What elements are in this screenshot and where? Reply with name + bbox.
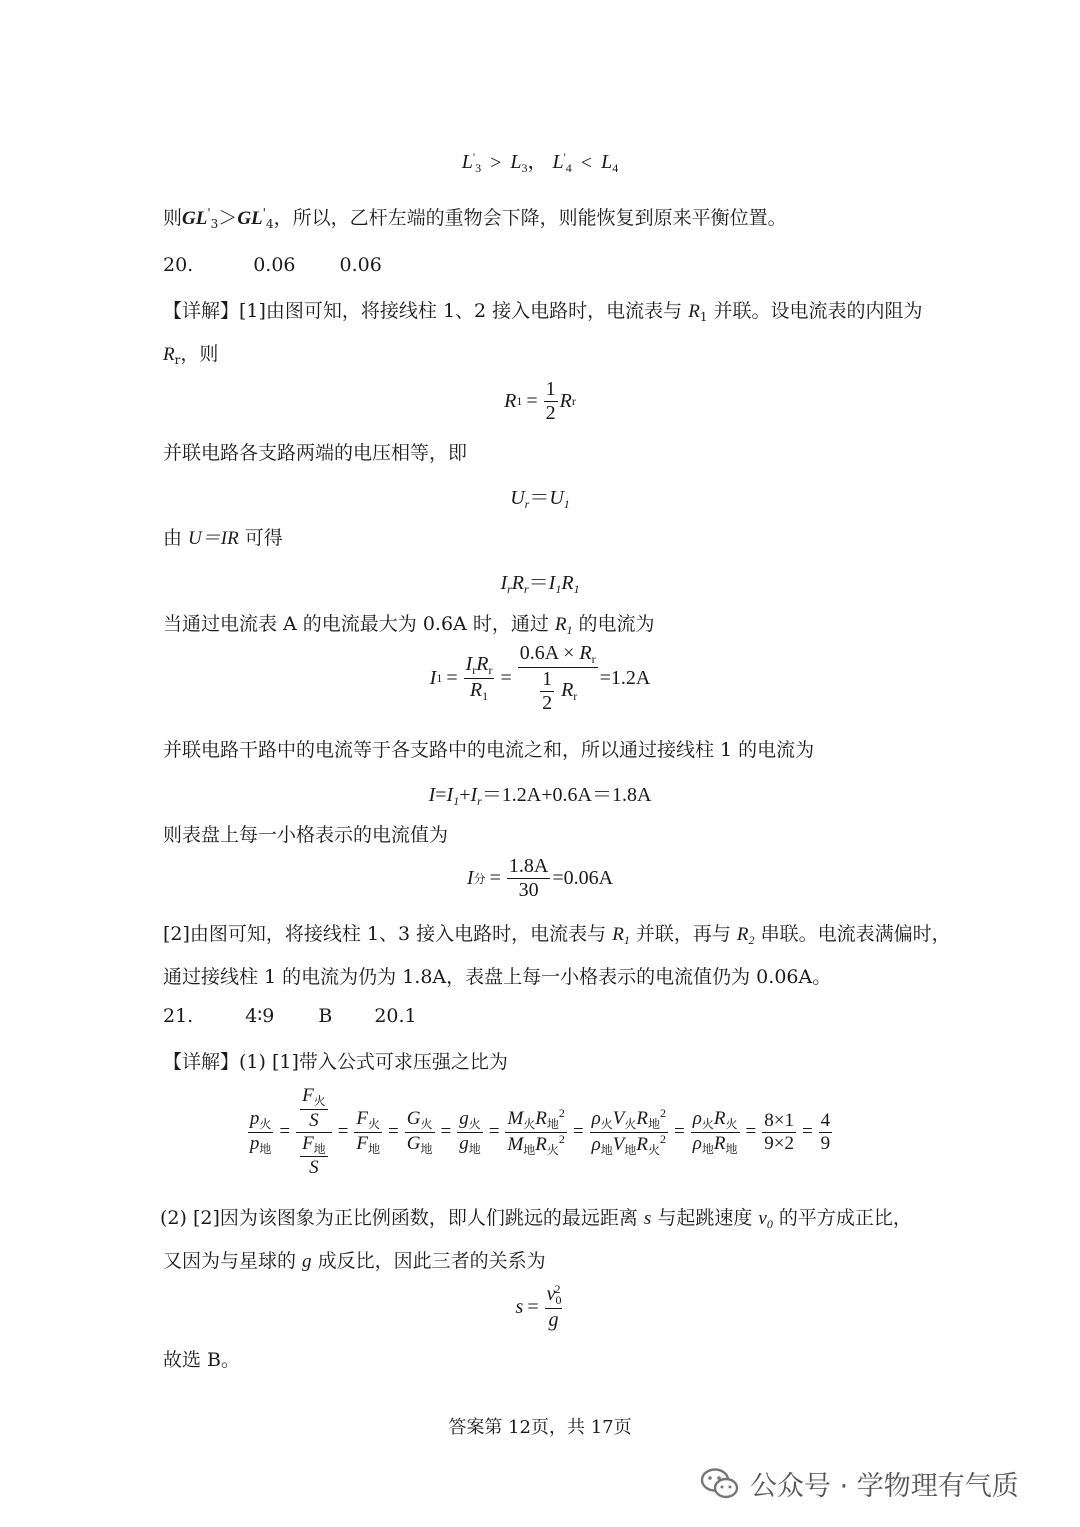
q20-part2-line2: 通过接线柱 1 的电流为仍为 1.8A，表盘上每一小格表示的电流值仍为 0.06A。 bbox=[163, 966, 832, 988]
question-21-answers: 21. 4∶9 B 20.1 bbox=[163, 1005, 417, 1027]
wechat-icon bbox=[700, 1467, 740, 1508]
text-balance-conclusion: 则$GL'_3>GL'_4$，所以，乙杆左端的重物会下降，则能恢复到原来平衡位置。 bbox=[163, 206, 787, 231]
q20-detail-line1: 【详解】[1]由图可知，将接线柱 1、2 接入电路时，电流表与 $R_1$ 并联。设电流表的内阻为 bbox=[163, 300, 923, 324]
page-footer: 答案第 12页，共 17页 bbox=[448, 1417, 632, 1438]
equation-r1: R 1 = $\frac{1}{2}$ R r bbox=[504, 378, 576, 424]
text-each-division: 则表盘上每一小格表示的电流值为 bbox=[163, 824, 449, 846]
q21-part2-line2: 又因为与星球的 g 成反比，因此三者的关系为 bbox=[163, 1250, 546, 1272]
equation-u: $U_r=U_1$ bbox=[510, 487, 570, 511]
equation-ir: $I_rR_r=I_1R_1$ bbox=[500, 572, 580, 596]
equation-l3-l4: $L'_3 > L_3$， $L'_4 < L_4$ bbox=[461, 150, 619, 175]
equation-pressure-ratio: $\frac{p_火}{p_地}$ = $\frac{\frac{F_火}{S}}{\frac{F_地}{S}}$ = $\frac{F_火}{F_地}$ = $\frac{G_火}{G_地}$ = $\frac{g_火}{g_地}$ = $\frac{M_火R_地^2}{M_地R_火^2}$ = $\frac{\rho_火V_火R_地^2}{\rho_地V_地R_火^2}$ = $\frac{\rho_火R_火}{\rho_地R_地}$ = $\frac{8\times 1}{9\times 2}$ = $\frac{4}{9}$ bbox=[249, 1085, 831, 1179]
q20-detail-line2: $R_r$，则 bbox=[163, 343, 219, 367]
text-main-current: 并联电路干路中的电流等于各支路中的电流之和，所以通过接线柱 1 的电流为 bbox=[163, 739, 815, 761]
q20-part2-line1: [2]由图可知，将接线柱 1、3 接入电路时，电流表与 $R_1$ 并联，再与 $R_2$ 串联。电流表满偏时， bbox=[163, 923, 951, 947]
text-ohm-law: 由 U＝IR 可得 bbox=[163, 527, 283, 549]
equation-i-total: $I=I_1+I_r=1.2A+0.6A=1.8A$ bbox=[428, 784, 652, 808]
question-20-answers: 20. 0.06 0.06 bbox=[163, 254, 382, 276]
text-max-current: 当通过电流表 A 的电流最大为 0.6A 时，通过 $R_1$ 的电流为 bbox=[163, 613, 655, 637]
text-parallel-voltage: 并联电路各支路两端的电压相等，即 bbox=[163, 442, 468, 464]
q21-detail-line1: 【详解】(1) [1]带入公式可求压强之比为 bbox=[163, 1051, 508, 1073]
equation-i1: I 1 = $\frac{I_rR_r}{R_1}$ = $0.6A \times R_r$ $\frac{1}{2}$ $R_r$ =1.2A bbox=[429, 642, 651, 714]
text-choose-b: 故选 B。 bbox=[163, 1349, 241, 1371]
watermark bbox=[700, 1464, 1019, 1508]
equation-i-fen: I 分 = $\frac{1.8A}{30}$ =0.06A bbox=[466, 855, 614, 901]
q21-part2-line1: (2) [2]因为该图象为正比例函数，即人们跳远的最远距离 s 与起跳速度 $v_0$ 的平方成正比， bbox=[160, 1207, 912, 1231]
equation-s: s = $\frac{v_0^2}{g}$ bbox=[515, 1282, 562, 1331]
watermark-text: 公众号 · 学物理有气质 bbox=[750, 1471, 1019, 1502]
